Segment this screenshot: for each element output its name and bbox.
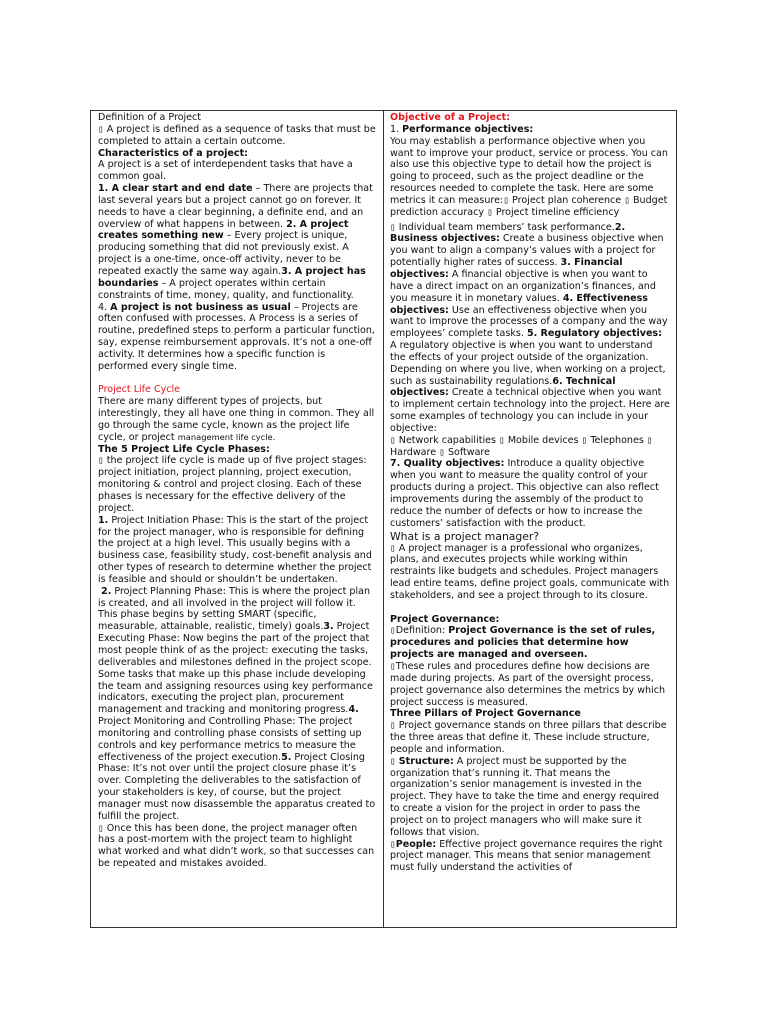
life-cycle-title: Project Life Cycle [98,384,181,396]
pillars-intro: ▯ Project governance stands on three pillars that describe the three areas that define it. These include structure, people and information. [390,720,667,755]
left-column [91,111,384,927]
phases-intro: ▯ the project life cycle is made up of five project stages: project initiation, project planning, project execution, monitoring & control and project closing. Each of these phases is necessary for the effective delivery of the project. [98,455,367,514]
right-column [384,111,676,927]
pillars-title: Three Pillars of Project Governance [390,708,581,720]
spacer [98,373,377,385]
objective-1-body: You may establish a performance objective when you want to improve your product, service or process. You can also use this objective type to detail how the project is going to proceed, such as the project deadline or the resources needed to complete the task. Here are some metrics it can measure:▯ Project plan coherence ▯ Budget prediction accuracy ▯ Project timeline efficiency [390,135,668,218]
pillar-people: ▯People: Effective project governance requires the right project manager. This means that senior management must fully understand the activities of [390,838,663,874]
spacer [390,602,670,614]
governance-definition: ▯Definition: Project Governance is the set of rules, procedures and policies that determine how projects are managed and overseen. [390,625,656,661]
closing-note: ▯ Once this has been done, the project manager often has a post-mortem with the project team to highlight what worked and what didn’t work, so that successes can be repeated and mistakes avoided. [98,822,375,870]
characteristics-intro: A project is a set of interdependent tasks that have a common goal. [98,159,353,183]
definition-body: ▯ A project is defined as a sequence of tasks that must be completed to attain a certain outcome. [98,123,376,147]
technology-list: ▯ Network capabilities ▯ Mobile devices ▯ Telephones ▯ Hardware ▯ Software [390,434,653,458]
objective-1-heading: 1. Performance objectives: [390,123,534,135]
characteristics-title: Characteristics of a project: [98,147,248,159]
document-page [90,110,677,928]
phase-1: 1. Project Initiation Phase: This is the start of the project for the project manager, who is responsible for defining the project at a high level. This usually begins with a business case, feasibility study, cost-benefit analysis and other types of research to determine whether the project is feasible and should or shouldn’t be undertaken. [98,514,372,585]
life-cycle-body: There are many different types of projects, but interestingly, they all have one thing in common. They all go through the same cycle, known as the project life cycle, or project management life cycle. [98,396,375,443]
objective-list: ▯ Individual team members’ task performance.2. Business objectives: Create a business objective when you want to align a company’s values with a project for potentially higher rates of success. 3. Financial objectives: A financial objective is when you want to have a direct impact on an organization’s finances, and you measure it in monetary values. 4. Effectiveness objectives: Use an effectiveness objective when you want to improve the processes of a company and the way employees’ complete tasks. 5. Regulatory objectives: A regulatory objective is when you want to understand the effects of your project outside of the organization. Depending on where you live, when working on a project, such as sustainability regulations.6. Technical objectives: Create a technical objective when you want to implement certain technology into the project. Here are some examples of technology you can include in your objective: [390,221,670,434]
bullet-glyph-icon: ▯ [390,221,396,233]
characteristic-4: 4. A project is not business as usual – Projects are often confused with processes. A Process is a series of routine, predefined steps to perform a particular function, say, expense reimbursement approvals. It’s not a one-off activity. It determines how a specific function is performed every single time. [98,301,375,372]
objective-title: Objective of a Project: [390,112,511,123]
project-manager-title: What is a project manager? [390,529,540,543]
bullet-glyph-icon: ▯ [98,822,104,834]
pillar-structure: ▯ Structure: A project must be supported by the organization that’s running it. That means the organization’s senior management is invested in the project. They have to take the time and energy required to create a vision for the project in order to pass the project on to project managers who will make sure it follows that vision. [390,755,660,838]
objective-7: 7. Quality objectives: Introduce a quality objective when you want to measure the quality control of your products during a project. This objective can also reflect improvements during the assembly of the product to reduce the number of defects or how to increase the customers’ satisfaction with the product. [390,458,659,529]
bullet-glyph-icon: ▯ [390,542,396,554]
definition-title: Definition of a Project [98,112,202,123]
governance-title: Project Governance: [390,613,500,625]
project-manager-body: ▯ A project manager is a professional who organizes, plans, and executes projects while working within restraints like budgets and schedules. Project managers lead entire teams, define project goals, communicate with stakeholders, and see a project through to its closure. [390,542,670,601]
bullet-glyph-icon: ▯ [98,123,104,135]
characteristic-1: 1. A clear start and end date – There are projects that last several years but a project cannot go on forever. It needs to have a clear beginning, a definite end, and an overview of what happens in between. 2. A project creates something new – Every project is unique, producing something that did not previously exist. A project is a one-time, once-off activity, never to be repeated exactly the same way again.3. A project has boundaries – A project operates within certain constraints of time, money, quality, and functionality. [98,183,373,301]
governance-rules: ▯These rules and procedures define how decisions are made during projects. As part of the oversight process, project governance also determines the metrics by which project success is measured. [390,660,666,708]
bullet-glyph-icon: ▯ [98,455,104,467]
phase-2: 2. Project Planning Phase: This is where the project plan is created, and all involved in the project will follow it. This phase begins by setting SMART (specific, measurable, attainable, realistic, timely) goals.3. Project Executing Phase: Now begins the part of the project that most people think of as the project: executing the tasks, deliverables and milestones defined in the project scope. Some tasks that make up this phase include developing the team and assigning resources using key performance indicators, executing the project plan, procurement management and tracking and monitoring progress.4. Project Monitoring and Controlling Phase: The project monitoring and controlling phase consists of setting up controls and key performance metrics to measure the effectiveness of the project execution.5. Project Closing Phase: It’s not over until the project closure phase it’s over. Completing the deliverables to the satisfaction of your stakeholders is key, of course, but the project manager must now disassemble the apparatus created to fulfill the project. [98,585,376,822]
phases-title: The 5 Project Life Cycle Phases: [98,443,270,455]
